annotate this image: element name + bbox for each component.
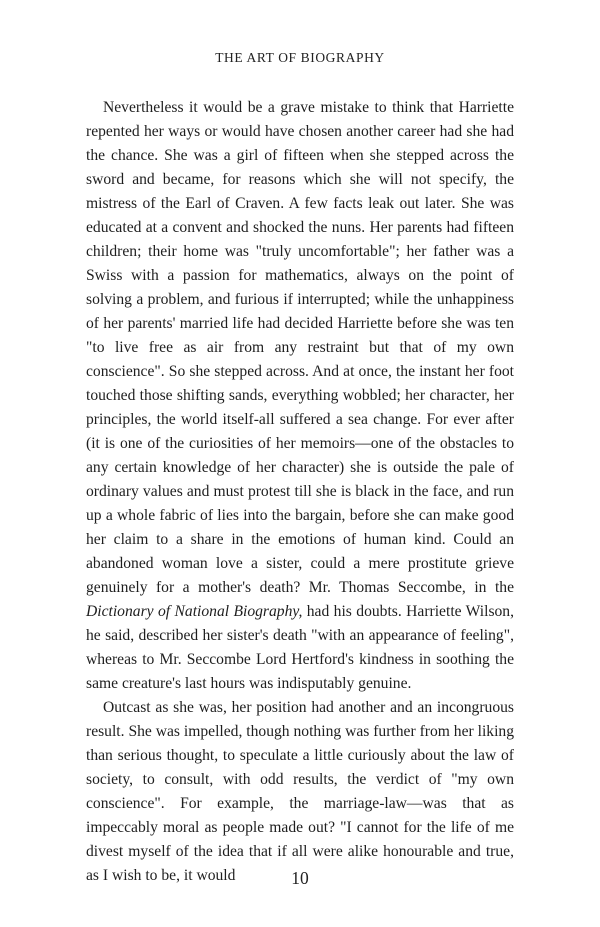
paragraph-2: Outcast as she was, her position had another and an incongruous result. She was impelled, though nothing was further from her liking than serious thought, to speculate a little curiously about the law of society, to consult, with odd results, the verdict of "my own conscience". For example, the marriage-law—was that as impeccably moral as people made out? "I cannot for the life of me divest myself of the idea that if all were alike honourable and true, as I wish to be, it would [86, 699, 514, 884]
page-number: 10 [291, 868, 309, 888]
book-title-italic: Dictionary of National Biography, [86, 603, 303, 620]
paragraph-1 [86, 96, 514, 696]
body-text [86, 96, 514, 888]
paragraph-1-text-a: Nevertheless it would be a grave mistake to think that Harriette repented her ways or would have chosen another career had she had the chance. She was a girl of fifteen when she stepped across the sword and became, for reasons which she will not specify, the mistress of the Earl of Craven. A few facts leak out later. She was educated at a convent and shocked the nuns. Her parents had fifteen children; their home was "truly uncomfortable"; her father was a Swiss with a passion for mathematics, always on the point of solving a problem, and furious if interrupted; while the unhappiness of her parents' married life had decided Harriette before she was ten "to live free as air from any restraint but that of my own conscience". So she stepped across. And at once, the instant her foot touched those shifting sands, everything wobbled; her character, her principles, the world itself-all suffered a sea change. For ever after (it is one of the curiosities of her memoirs—one of the obstacles to any certain knowledge of her character) she is outside the pale of ordinary values and must protest till she is black in the face, and run up a whole fabric of lies into the bargain, before she can make good her claim to a share in the emotions of human kind. Could an abandoned woman love a sister, could a mere prostitute grieve genuinely for a mother's death? Mr. Thomas Seccombe, in the [86, 99, 514, 596]
running-head: THE ART OF BIOGRAPHY [215, 50, 385, 65]
paragraph-1-text-b: had his doubts. Harriette Wilson, he said, described her sister's death "with an appearance of feeling", whereas to Mr. Seccombe Lord Hertford's kindness in soothing the same creature's last hours was indisputably genuine. [86, 603, 515, 692]
